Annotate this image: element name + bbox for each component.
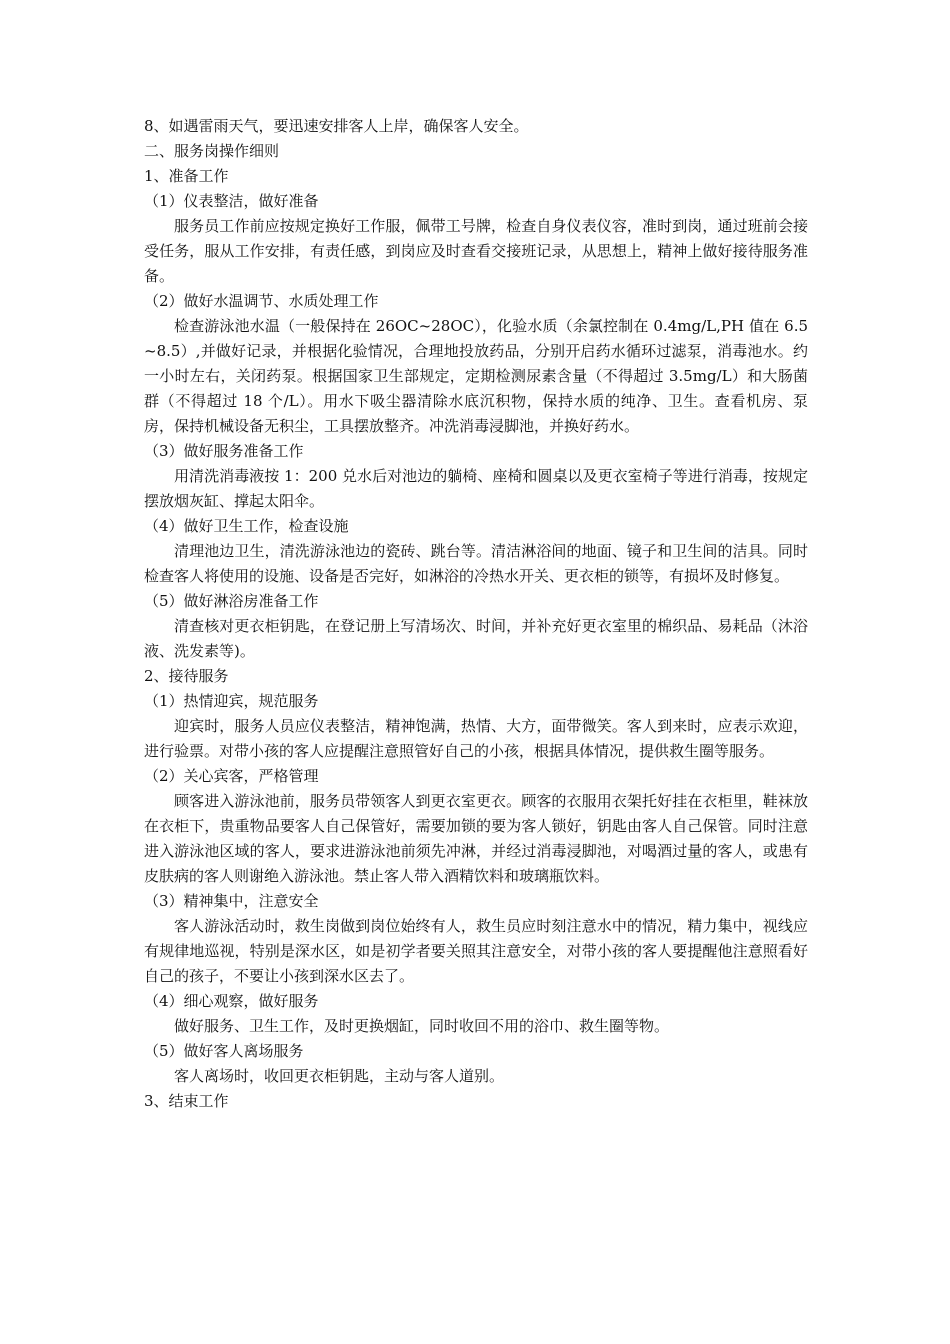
item-heading-observe: （4）细心观察，做好服务 xyxy=(144,992,319,1010)
item-heading-welcome: （1）热情迎宾，规范服务 xyxy=(144,692,319,710)
paragraph-departure: 客人离场时，收回更衣柜钥匙，主动与客人道别。 xyxy=(174,1067,505,1085)
subsection-heading-reception: 2、接待服务 xyxy=(144,667,229,685)
paragraph-hygiene: 清理池边卫生，清洗游泳池边的瓷砖、跳台等。清洁淋浴间的地面、镜子和卫生间的洁具。同时检查客人将使用的设施、设备是否完好，如淋浴的冷热水开关、更衣柜的锁等，有损坏及时修复。 xyxy=(144,542,808,585)
item-heading-hygiene: （4）做好卫生工作，检查设施 xyxy=(144,517,349,535)
subsection-heading-closing: 3、结束工作 xyxy=(144,1092,229,1110)
item-heading-care: （2）关心宾客，严格管理 xyxy=(144,767,319,785)
paragraph-observe: 做好服务、卫生工作，及时更换烟缸，同时收回不用的浴巾、救生圈等物。 xyxy=(174,1017,670,1035)
paragraph-shower: 清查核对更衣柜钥匙，在登记册上写清场次、时间，并补充好更衣室里的棉织品、易耗品（沐浴液、洗发素等)。 xyxy=(144,617,808,660)
paragraph-appearance: 服务员工作前应按规定换好工作服，佩带工号牌，检查自身仪表仪容，准时到岗，通过班前会接受任务，服从工作安排，有责任感，到岗应及时查看交接班记录，从思想上，精神上做好接待服务准备。 xyxy=(144,217,808,285)
paragraph-service-prep: 用清洗消毒液按 1：200 兑水后对池边的躺椅、座椅和圆桌以及更衣室椅子等进行消毒，按规定摆放烟灰缸、撑起太阳伞。 xyxy=(144,467,808,510)
item-heading-water: （2）做好水温调节、水质处理工作 xyxy=(144,292,379,310)
subsection-heading-preparation: 1、准备工作 xyxy=(144,167,229,185)
document-body xyxy=(144,114,808,1114)
rule-item-8: 8、如遇雷雨天气，要迅速安排客人上岸，确保客人安全。 xyxy=(144,117,529,135)
paragraph-safety: 客人游泳活动时，救生岗做到岗位始终有人，救生员应时刻注意水中的情况，精力集中，视线应有规律地巡视，特别是深水区，如是初学者要关照其注意安全，对带小孩的客人要提醒他注意照看好自己的孩子，不要让小孩到深水区去了。 xyxy=(144,917,808,985)
paragraph-care: 顾客进入游泳池前，服务员带领客人到更衣室更衣。顾客的衣服用衣架托好挂在衣柜里，鞋袜放在衣柜下，贵重物品要客人自己保管好，需要加锁的要为客人锁好，钥匙由客人自己保管。同时注意进入游泳池区域的客人，要求进游泳池前须先冲淋，并经过消毒浸脚池，对喝酒过量的客人，或患有皮肤病的客人则谢绝入游泳池。禁止客人带入酒精饮料和玻璃瓶饮料。 xyxy=(144,792,808,885)
item-heading-departure: （5）做好客人离场服务 xyxy=(144,1042,304,1060)
item-heading-shower: （5）做好淋浴房准备工作 xyxy=(144,592,319,610)
paragraph-welcome: 迎宾时，服务人员应仪表整洁，精神饱满，热情、大方，面带微笑。客人到来时，应表示欢迎，进行验票。对带小孩的客人应提醒注意照管好自己的小孩，根据具体情况，提供救生圈等服务。 xyxy=(144,717,808,760)
section-heading-service: 二、服务岗操作细则 xyxy=(144,142,280,160)
item-heading-safety: （3）精神集中，注意安全 xyxy=(144,892,319,910)
item-heading-appearance: （1）仪表整洁，做好准备 xyxy=(144,192,319,210)
item-heading-service-prep: （3）做好服务准备工作 xyxy=(144,442,304,460)
paragraph-water: 检查游泳池水温（一般保持在 26OC~28OC），化验水质（余氯控制在 0.4mg/L,PH 值在 6.5~8.5）,并做好记录，并根据化验情况，合理地投放药品，分别开启药水循环过滤泵，消毒池水。约一小时左右，关闭药泵。根据国家卫生部规定，定期检测尿素含量（不得超过 3.5mg/L）和大肠菌群（不得超过 18 个/L）。用水下吸尘器清除水底沉积物，保持水质的纯净、卫生。查看机房、泵房，保持机械设备无积尘，工具摆放整齐。冲洗消毒浸脚池，并换好药水。 xyxy=(144,317,808,435)
